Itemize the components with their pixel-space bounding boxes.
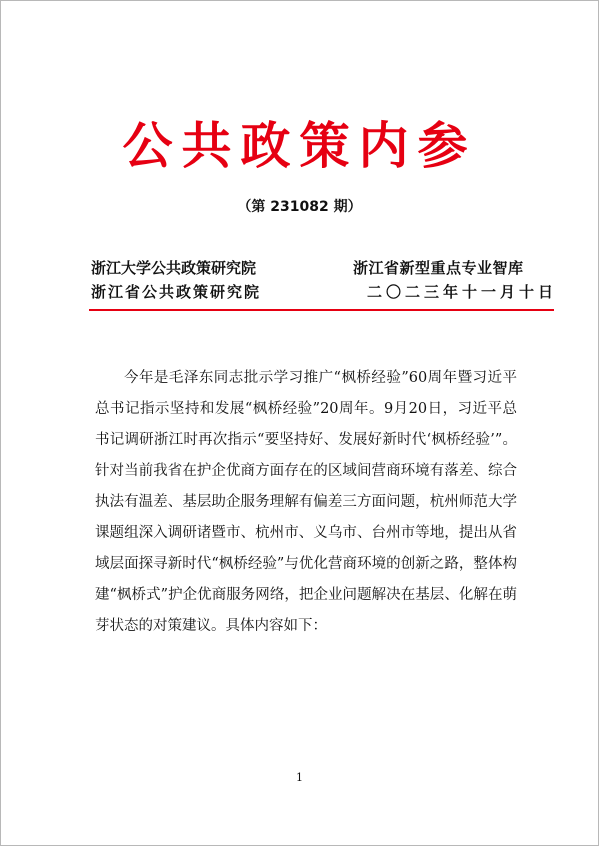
publisher-right-line1: 浙江省新型重点专业智库 — [353, 259, 524, 277]
publisher-left-line1: 浙江大学公共政策研究院 — [91, 259, 257, 277]
publication-title: 公共政策内参 — [122, 117, 477, 175]
header-divider — [89, 309, 554, 311]
publisher-left-line2: 浙江省公共政策研究院 — [91, 283, 262, 301]
publication-date: 二〇二三年十一月十日 — [367, 283, 558, 301]
body-paragraph: 今年是毛泽东同志批示学习推广“枫桥经验”60周年暨习近平总书记指示坚持和发展“枫桥经验”20周年。9月20日，习近平总书记调研浙江时再次指示“要坚持好、发展好新时代‘枫桥经验’”。针对当前我省在护企优商方面存在的区域间营商环境有落差、综合执法有温差、基层助企服务理解有偏差三方面问题，杭州师范大学课题组深入调研诸暨市、杭州市、义乌市、台州市等地，提出从省域层面探寻新时代“枫桥经验”与优化营商环境的创新之路，整体构建“枫桥式”护企优商服务网络，把企业问题解决在基层、化解在萌芽状态的对策建议。具体内容如下： — [95, 370, 517, 634]
page-number: 1 — [296, 771, 303, 784]
issue-number: （第 231082 期） — [237, 199, 362, 215]
